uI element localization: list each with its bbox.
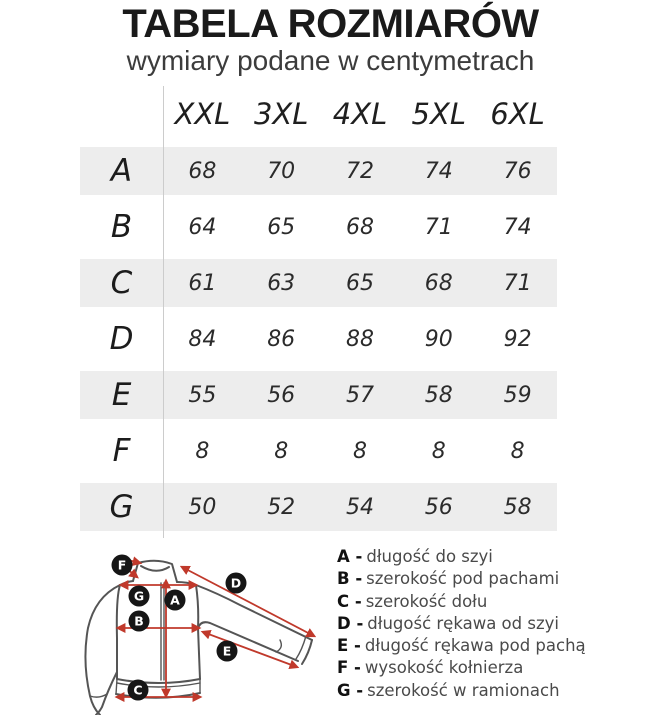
legend-item [337,657,586,679]
table-row [80,311,557,367]
table-row [80,423,557,479]
table-row [80,255,557,311]
column-header: XXL [174,97,231,131]
table-cell: 68 [188,158,217,184]
column-header: 4XL [332,97,388,131]
table-cell: 68 [424,270,453,296]
marker-letter: E [222,643,232,659]
table-cell: 92 [503,326,532,352]
table-cell: 54 [345,494,374,520]
table-row [80,479,557,535]
legend-letter: E - [337,636,361,656]
table-cell: 56 [424,494,453,520]
row-label: B [110,209,133,245]
measurement-lines [117,557,314,697]
table-cell: 74 [503,214,532,240]
table-cell: 55 [188,382,217,408]
table-cell: 8 [274,438,289,464]
jacket-outline [85,561,312,715]
column-divider [163,86,164,538]
table-cell: 50 [188,494,217,520]
marker-G [129,586,150,607]
marker-letter: C [133,682,143,698]
table-cell: 63 [267,270,296,296]
legend-letter: F - [337,658,361,678]
legend-item [337,568,586,590]
table-cell: 70 [267,158,296,184]
legend-text: wysokość kołnierza [364,658,524,678]
table-row [80,199,557,255]
jacket-measurement-diagram [55,548,347,715]
row-label: D [109,321,134,357]
marker-A [165,590,186,611]
table-cell: 68 [345,214,374,240]
legend-text: długość do szyi [366,547,493,566]
legend-letter: A - [337,547,363,566]
legend-item [337,635,586,657]
legend-item [337,680,586,702]
table-cell: 8 [431,438,446,464]
table-cell: 88 [345,326,374,352]
column-header: 5XL [411,97,467,131]
table-cell: 58 [503,494,532,520]
table-cell: 8 [352,438,367,464]
marker-D [226,573,247,594]
table-row [80,367,557,423]
legend-letter: B - [337,569,363,589]
row-label: A [110,153,133,189]
table-cell: 64 [188,214,217,240]
table-cell: 90 [424,326,453,352]
table-row [80,143,557,199]
legend [337,546,586,702]
table-cell: 76 [503,158,532,184]
page-title: TABELA ROZMIARÓW [122,2,539,46]
marker-F [112,555,133,576]
table-cell: 58 [424,382,453,408]
table-cell: 71 [424,214,453,240]
table-cell: 74 [424,158,453,184]
marker-C [128,680,149,701]
row-label: F [112,433,131,469]
table-cell: 52 [267,494,296,520]
legend-item [337,546,586,568]
page-subtitle: wymiary podane w centymetrach [126,45,535,76]
marker-B [129,611,150,632]
legend-text: szerokość dołu [365,591,488,611]
table-cell: 84 [188,326,217,352]
legend-item [337,613,586,635]
marker-letter: B [134,613,144,629]
table-cell: 8 [510,438,525,464]
table-cell: 61 [188,270,217,296]
marker-letter: G [133,588,145,604]
table-header-row [80,85,557,143]
marker-E [217,641,238,662]
table-cell: 59 [503,382,532,408]
table-cell: 86 [267,326,296,352]
marker-letter: D [230,575,242,591]
legend-letter: G - [337,680,364,700]
size-table [80,85,557,535]
legend-text: długość rękawa pod pachą [364,636,586,656]
table-cell: 72 [345,158,374,184]
table-cell: 65 [267,214,296,240]
table-cell: 57 [345,382,374,408]
legend-letter: C - [337,591,362,611]
legend-text: długość rękawa od szyi [367,613,559,633]
column-header: 3XL [253,97,309,131]
legend-text: szerokość w ramionach [367,680,560,700]
legend-text: szerokość pod pachami [366,569,560,589]
row-label: C [110,265,133,301]
table-cell: 65 [345,270,374,296]
legend-letter: D - [337,613,364,633]
legend-item [337,591,586,613]
row-label: G [109,489,134,525]
table-cell: 8 [195,438,210,464]
measure-line-D [182,567,314,636]
row-label: E [111,377,132,413]
marker-letter: F [117,557,127,573]
table-cell: 56 [267,382,296,408]
column-header: 6XL [490,97,545,131]
marker-letter: A [170,592,180,608]
table-cell: 71 [503,270,532,296]
